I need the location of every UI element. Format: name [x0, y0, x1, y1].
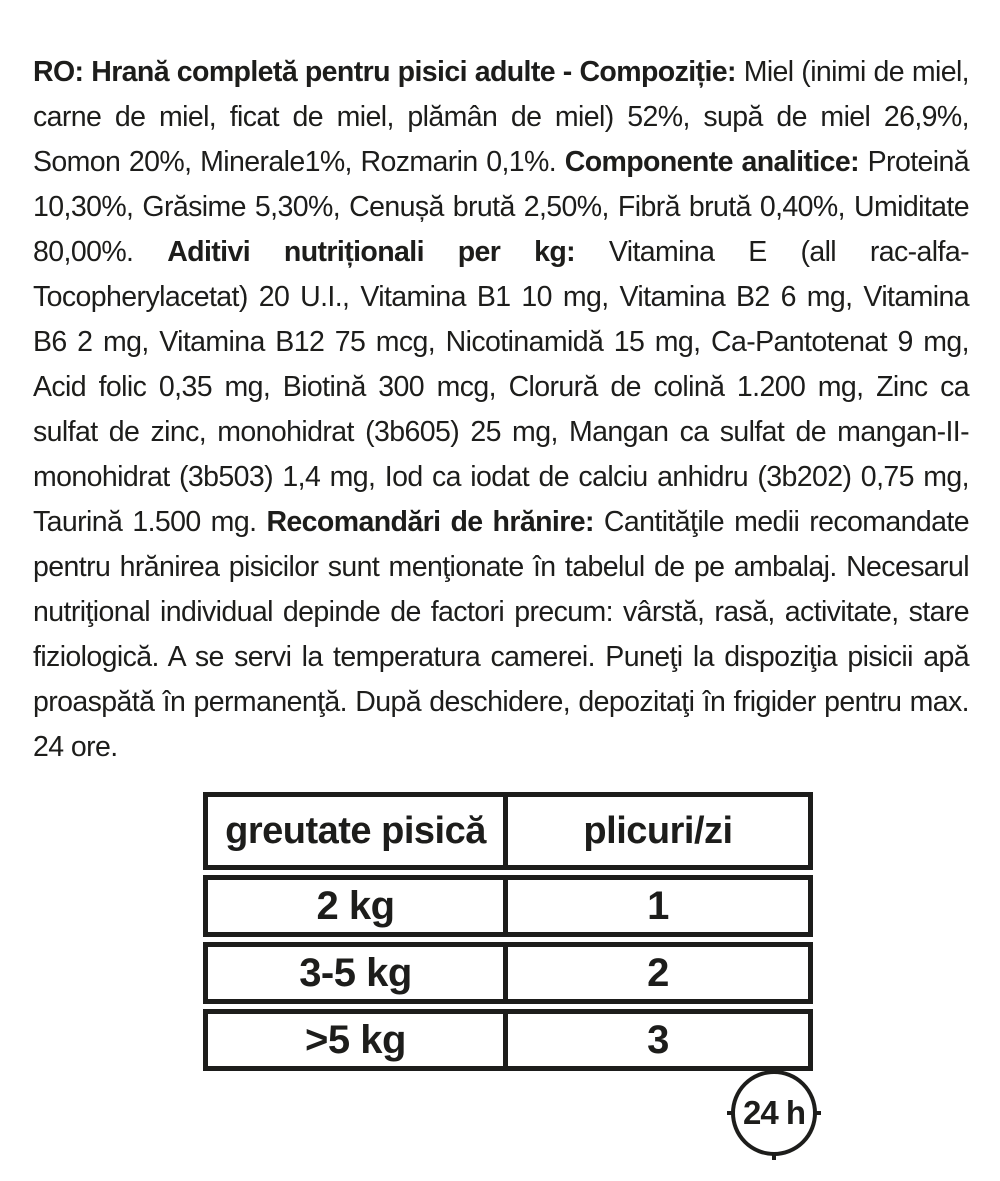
clock-label: 24 h	[742, 1094, 806, 1131]
text-segment: Vitamina E (all rac-alfa-Tocopherylacetat) 20 U.I., Vitamina B1 10 mg, Vitamina B2 6 mg, Vitamina B6 2 mg, Vitamina B12 75 mcg, Nicotinamidă 15 mg, Ca-Pantotenat 9 mg, Acid folic 0,35 mg, Biotină 300 mcg, Clorură de colină 1.200 mg, Zinc ca sulfat de zinc, monohidrat (3b605) 25 mg, Mangan ca sulfat de mangan-II-monohidrat (3b503) 1,4 mg, Iod ca iodat de calciu anhidru (3b202) 0,75 mg, Taurină 1.500 mg.	[33, 236, 969, 538]
24h-clock-icon	[731, 1070, 817, 1156]
table-body	[203, 875, 813, 1071]
text-segment: RO: Hrană completă pentru pisici adulte - Compoziție:	[33, 56, 744, 88]
pouches-cell: 3	[647, 1017, 669, 1062]
text-segment: Miel (inimi de miel, carne de miel, ficat de miel, plămân de miel) 52%, supă de miel 26,9%, Somon 20%, Minerale1%, Rozmarin 0,1%.	[33, 56, 969, 178]
table-header-row	[203, 792, 813, 870]
clock-face	[731, 1070, 817, 1156]
header-cat-weight: greutate pisică	[208, 797, 508, 865]
text-segment: Recomandări de hrănire:	[266, 506, 604, 538]
weight-cell: 2 kg	[208, 880, 508, 932]
text-segment: Componente analitice:	[564, 146, 868, 178]
header-pouches-per-day: plicuri/zi	[583, 809, 733, 852]
feeding-table	[203, 792, 813, 1071]
table-row	[203, 942, 813, 1004]
pouches-cell: 2	[647, 950, 669, 995]
text-segment: Aditivi nutriționali per kg:	[167, 236, 609, 268]
text-segment: Cantităţile medii recomandate pentru hrănirea pisicilor sunt menţionate în tabelul de pe ambalaj. Necesarul nutriţional individual depinde de factori precum: vârstă, rasă, activitate, stare fiziologică. A se servi la temperatura camerei. Puneţi la dispoziţia pisicii apă proaspătă în permanenţă. După deschidere, depozitaţi în frigider pentru max. 24 ore.	[33, 506, 969, 763]
text-segment: Proteină 10,30%, Grăsime 5,30%, Cenușă brută 2,50%, Fibră brută 0,40%, Umiditate 80,00%.	[33, 146, 969, 268]
pouches-cell: 1	[647, 883, 669, 928]
weight-cell: 3-5 kg	[208, 947, 508, 999]
weight-cell: >5 kg	[208, 1014, 508, 1066]
table-row	[203, 875, 813, 937]
composition-paragraph	[33, 50, 969, 770]
table-row	[203, 1009, 813, 1071]
